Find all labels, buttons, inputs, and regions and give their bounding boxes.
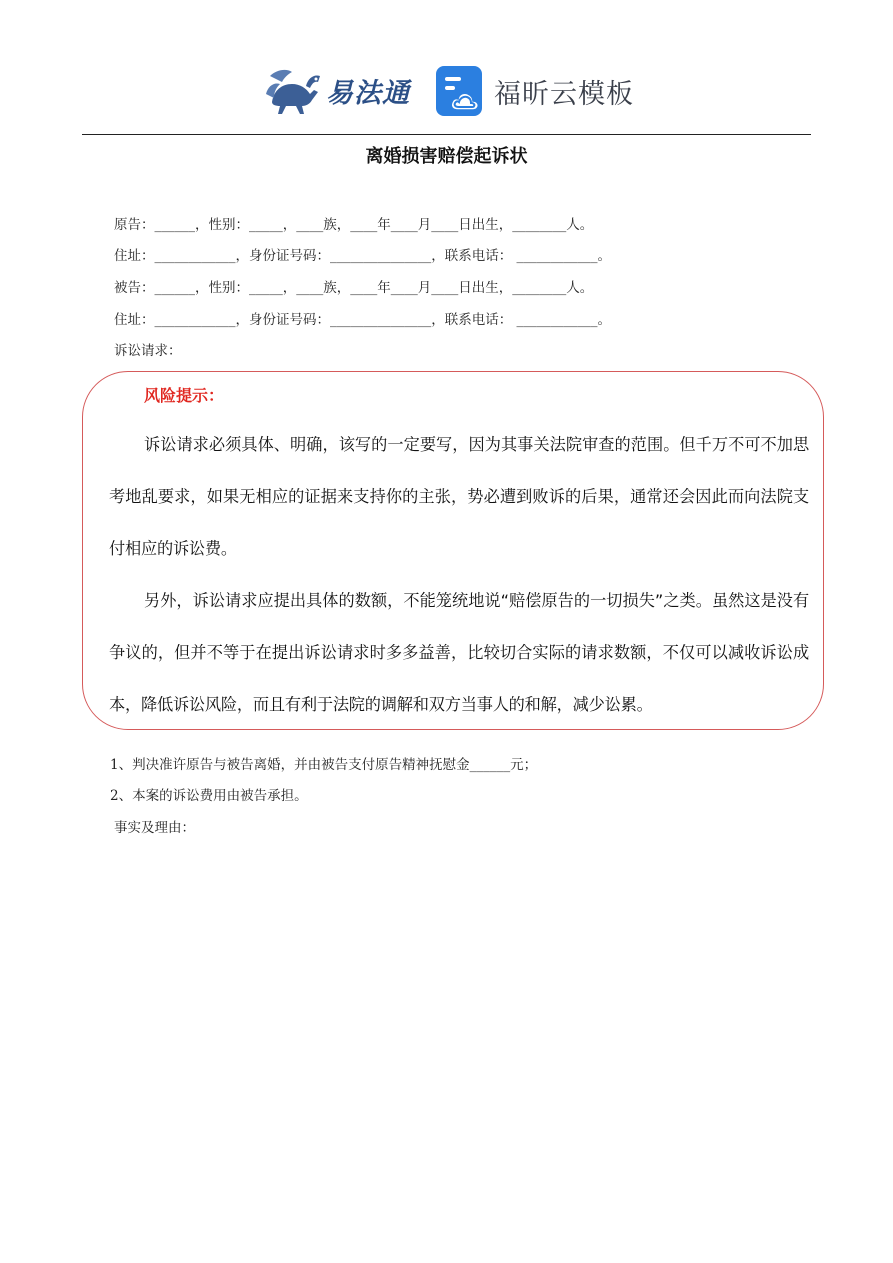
claims-label: 诉讼请求： <box>114 343 182 359</box>
risk-notice-title: 风险提示： <box>144 386 225 405</box>
risk-notice-body <box>109 419 809 731</box>
foxit-cloud-template-text: 福昕云模板 <box>494 78 634 110</box>
yifatong-logo-text: 易法通 <box>326 77 410 109</box>
defendant-info-line: 被告：______，性别：_____，____族，____年____月____日出生，________人。 <box>114 280 594 296</box>
document-title: 离婚损害赔偿起诉状 <box>365 146 528 167</box>
risk-notice-paragraph: 诉讼请求必须具体、明确，该写的一定要写，因为其事关法院审查的范围。但千万不可不加思考地乱要求，如果无相应的证据来支持你的主张，势必遭到败诉的后果，通常还会因此而向法院支付相应的诉讼费。 <box>109 435 809 558</box>
claim-item-2: 2、本案的诉讼费用由被告承担。 <box>110 788 308 804</box>
plaintiff-info-line: 原告：______，性别：_____，____族，____年____月____日出生，________人。 <box>114 217 594 233</box>
yifatong-logo <box>262 62 412 118</box>
qilin-emblem-icon <box>262 64 324 116</box>
foxit-cloud-template-logo <box>436 64 634 118</box>
foxit-cloud-document-icon <box>436 66 486 116</box>
facts-label: 事实及理由： <box>114 820 195 836</box>
header-divider <box>82 134 811 135</box>
page-header <box>0 58 893 122</box>
claim-item-1: 1、判决准许原告与被告离婚，并由被告支付原告精神抚慰金______元； <box>110 757 538 773</box>
plaintiff-address-line: 住址：____________，身份证号码：_______________，联系电话： ____________。 <box>114 248 612 264</box>
risk-notice-paragraph: 另外，诉讼请求应提出具体的数额，不能笼统地说“赔偿原告的一切损失”之类。虽然这是没有争议的，但并不等于在提出诉讼请求时多多益善，比较切合实际的请求数额，不仅可以减收诉讼成本，降低诉讼风险，而且有利于法院的调解和双方当事人的和解，减少讼累。 <box>109 591 809 714</box>
defendant-address-line: 住址：____________，身份证号码：_______________，联系电话： ____________。 <box>114 312 612 328</box>
